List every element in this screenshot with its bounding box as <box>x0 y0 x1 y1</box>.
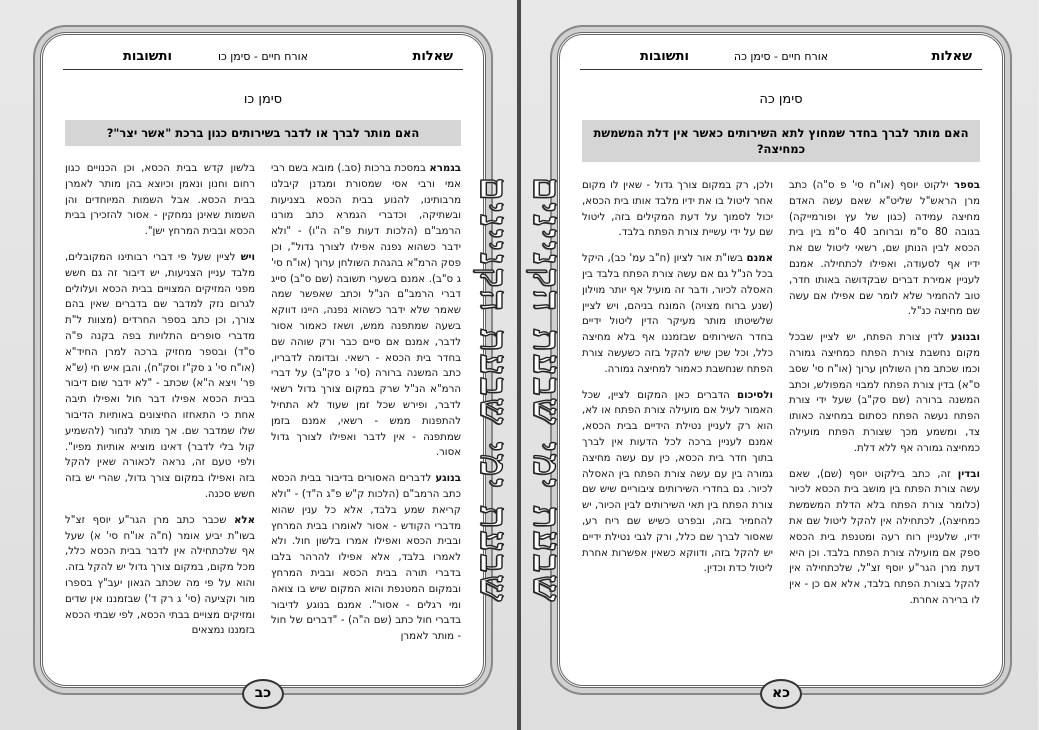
paragraph <box>582 178 773 241</box>
header-questions-label: שאלות <box>931 49 972 64</box>
paragraph <box>582 388 773 578</box>
paragraph <box>65 513 255 639</box>
paragraph-lead-word: ובנוגע <box>950 332 980 344</box>
text-column-right <box>789 178 980 645</box>
left-page-frame <box>40 32 486 701</box>
text-column-left <box>65 161 255 645</box>
header-questions-label: שאלות <box>412 49 453 64</box>
siman-title: סימן כו <box>243 92 283 107</box>
right-page-header <box>580 43 982 70</box>
paragraph-lead-word: ולסיכום <box>737 389 773 401</box>
paragraph <box>789 330 980 456</box>
header-answers-label: ותשובות <box>123 49 172 64</box>
paragraph-lead-word: ובדין <box>957 468 980 480</box>
paragraph-text: שכבר כתב מרן הגר"ע יוסף זצ"ל בשו"ת יביע אומר (ח"ה או"ח סי' א) שעל אף שלכתחילה אין לדבר בבית הכסא כלל, מכל מקום, במקום צורך גדול יש להקל בזה. והוא על פי מה שכתב הגאון יעב"ץ בספרו מור וקציעה (סי' ג רק ד') שבזמננו אין שדים ומזיקים מצויים בבתי הכסא, לפי שבתי הכסא בזמננו נמצאים <box>65 514 255 637</box>
paragraph-text: לדברים האסורים בדיבור בבית הכסא כתב הרמב"ם (הלכות ק"ש פ"ג ה"ד) - "ולא קריאת שמע בלבד, אלא כל ענין שהוא מדברי הקודש - אסור לאומרו בבית המרחץ ובבית הכסא ואפילו אמרו בלשון חול. ולא לאמרו בלבד, אלא אפילו להרהר בלבו בדברי תורה בבית הכסא ובבית המרחץ ובמקום המטנפת והוא המקום שיש בו צואה ומי רגלים - אסור". אמנם בנוגע לדיבור בדברי חול כתב (שם ה"ה) - "דברים של חול - מותר לאמרן <box>271 473 461 643</box>
banner-text: שבעת ימי שבעת הקניינים <box>525 176 570 604</box>
question-box: האם מותר לברך או לדבר בשירותים כגון ברכת "אשר יצר"? <box>65 120 461 146</box>
right-page-frame <box>557 32 1005 701</box>
paragraph-text: לדין צורת הפתח, יש לציין שבכל מקום נחשבת צורת הפתח כמחיצה גמורה וכמו שכתב מרן השולחן ערוך (או"ח סי' שסב ס"א) בדין צורת הפתח למבוי המפולש, וכתב המשנה ברורה (שם סק"ב) שעל ידי צורת הפתח נעשה הפתח כסתום במחיצה כאותו צד, ומשמע מכך שצורת הפתח מועילה כמחיצה גמורה אף ללא דלת. <box>789 332 980 454</box>
paragraph-lead-word: אמנם <box>746 253 773 265</box>
paragraph-lead-word: ויש <box>240 251 255 263</box>
right-page <box>521 0 1038 730</box>
paragraph-lead-word: אלא <box>234 514 255 526</box>
paragraph <box>65 161 255 240</box>
paragraph <box>271 161 461 461</box>
paragraph-text: הדברים כאן המקום לציין, שכל האמור לעיל אם מועילה צורת הפתח או לא, הוא רק לעניין נטילת הידיים בבית הכסא, אמנם לעניין ברכה לכל הדעות אין לברך בתוך חדר בית הכסא, כין עם עשה מחיצה גמורה בין עם עשה צורת הפתח בין האסלה לכיור. גם בחדרי השירותים ציבוריים שיש שם צורת הפתח בין תאי השירותים לבין הכיור, יש להחמיר בזה, ובפרט כשיש שם ריח רע, שאסור לברך שם כלל, ורק לגבי נטילת ידיים יש להקל בזה, ודווקא כשאין אפשרות אחרת ליטול כדת וכדין. <box>582 389 773 575</box>
paragraph <box>789 178 980 320</box>
paragraph-text: במסכת ברכות (סב.) מובא בשם רבי אמי ורבי אסי שמסורת ומגדנן קיבלנו מרבותינו, להנוע בבית הכסא בצניעות ובשתיקה, וכדברי הגמרא כתב מורנו הרמב"ם (הלכות דעות פ"ה ה"ו) - "ולא ידבר כשהוא נפנה אפילו לצורך גדול", וכן פסק הרמ"א בהגהת השולחן ערוך (או"ח סי' ג ס"ב). אמנם בשערי תשובה (שם ס"ב) סייג דברי הרמב"ם הנ"ל וכתב שאפשר שמה שאמר שלא ידבר כשהוא נפנה, היינו דווקא בשעה שמתפנה ממש, ושאז כאמור אסור לדבר, אמנם אם סיים כבר ורק שוהה שם בחדר בית הכסא - רשאי. ובדומה לדבריו, כתב המשנה ברורה (סי' ג סק"ב) על דברי הרמ"א הנ"ל שרק במקום צורך גדול רשאי לדבר, ופירש שכל זמן שעוד לא התחיל להתפנות ממש - רשאי, אמנם בזמן שמתפנה - אין לדבר ואפילו לצורך גדול אסור. <box>271 163 461 459</box>
page-number: כא <box>760 679 802 709</box>
paragraph-text: בשו"ת אור לציון (ח"ב עמ' כב), היקל בכל הנ"ל גם אם עשה צורת הפתח בלבד בין האסלה לכיור, ודבר זה מועיל אף יותר מוילון (שנע ברוח מצויה) המונח בניהם, ויש לציין שלשיטתו מותר מעיקר הדין ליטול ידיים בחדר השירותים שבזמננו אף בלא מחיצה כלל, וכל שכן שיש להקל בזה כשעשה צורת הפתח שנחשבת כאמור למחיצה גמורה. <box>582 253 773 375</box>
header-section: אורח חיים - סימן כו <box>218 50 308 63</box>
siman-title: סימן כה <box>759 92 803 107</box>
text-column-right <box>271 161 461 645</box>
paragraph <box>271 471 461 645</box>
vertical-banner-left <box>472 95 517 685</box>
paragraph <box>65 250 255 503</box>
left-page-header <box>63 43 463 70</box>
header-answers-label: ותשובות <box>640 49 689 64</box>
text-columns <box>582 178 980 645</box>
paragraph-text: ולכן, רק במקום צורך גדול - שאין לו מקום אחר ליטול בו את ידיו מלבד אותו בית הכסא, יכול לסמוך על דעת המקילים בזה, ליטול שם על ידי עשיית צורת הפתח בלבד. <box>582 180 773 239</box>
paragraph-text: לציין שעל פי דברי רבותינו המקובלים, מלבד עניין הצניעות, יש דיבור זה גם חשש מפני המזיקים המצויים בבית הכסא ועלולים לגרום נזק למדבר שם בדברים שאין בהם צורך, וכן כתב בספר החרדים (מצוות ל"ת מדברי סופרים התלויות בפה בקנה פ"ה ס"ד) ובספר מחזיק ברכה למרן החיד"א (או"ח סי' ג סק"ז וסק"ח), והבן איש חי (ש"א פר' ויצא ה"א) שכתב - "לא ידבר שום דיבור בבית הכסא אפילו דבר חול ואפילו תיבה אחת כי התאחזו החיצונים באותיות הדיבור שלו שמדבר שם. אך מותר לנחור (להשמיע קול בלי לדבר) דאינו מוציא אותיות מפיו". ולפי טעם זה, נראה לכאורה שאין להקל בזה ואפילו במקום צורך גדול, שהרי יש בזה חשש סכנה. <box>65 251 255 500</box>
text-column-left <box>582 178 773 645</box>
paragraph-lead-word: בספר <box>954 180 980 191</box>
left-page <box>0 0 517 730</box>
text-columns <box>65 161 461 645</box>
paragraph-text: בלשון קדש בבית הכסא, וכן הכנויים כגון רחום וחנון ונאמן וכיוצא בהן מותר לאמרן בבית הכסא. אבל השמות המיוחדים והן השמות שאינן נמחקין - אסור להזכירן בבית הכסא ובבית המרחץ ישן". <box>65 163 255 238</box>
paragraph-lead-word: בגמרא <box>429 163 461 174</box>
paragraph <box>582 251 773 377</box>
page-number: כב <box>242 679 284 709</box>
header-section: אורח חיים - סימן כה <box>733 50 829 63</box>
paragraph-text: ילקוט יוסף (או"ח סי' פ ס"ה) כתב מרן הראש"ל שליט"א שאם עשה האדם מחיצה עמידה (כגון של עץ ופורמייקה) בגובה 80 ס"מ וברוחב 40 ס"מ בין בית הכסא לבין הנותן שם, רשאי ליטול שם את ידיו אף לסעודה, ואפילו לכתחילה. אמנם לעניין אמירת דברים שבקדושה באותו חדר, טוב להחמיר שלא לומר שם אפילו אם עשה שם מחיצה כנ"ל. <box>789 180 980 318</box>
vertical-banner-right <box>525 95 570 685</box>
banner-text: שבעת ימי שבעת הקניינים <box>472 176 517 604</box>
paragraph <box>789 467 980 609</box>
paragraph-text: זה, כתב בילקוט יוסף (שם), שאם עשה צורת הפתח בין מושב בית הכסא לכיור (כלומר צורת הפתח בלא הדלת המשמשת כמחיצה), לכתחילה אין להקל ליטול שם את ידיו, שלעניין רוח רעה ומטנפת בית הכסא ספק אם מועילה צורת הפתח בלבד. וכן היא דעת מרן הגר"ע יוסף זצ"ל, שלכתחילה אין להקל בצורת הפתח בלבד, אלא אם כן - אין לו ברירה אחרת. <box>789 468 980 606</box>
paragraph-lead-word: בנוגע <box>435 473 461 485</box>
question-box: האם מותר לברך בחדר שמחוץ לתא השירותים כאשר אין דלת המשמשת כמחיצה? <box>582 120 980 162</box>
